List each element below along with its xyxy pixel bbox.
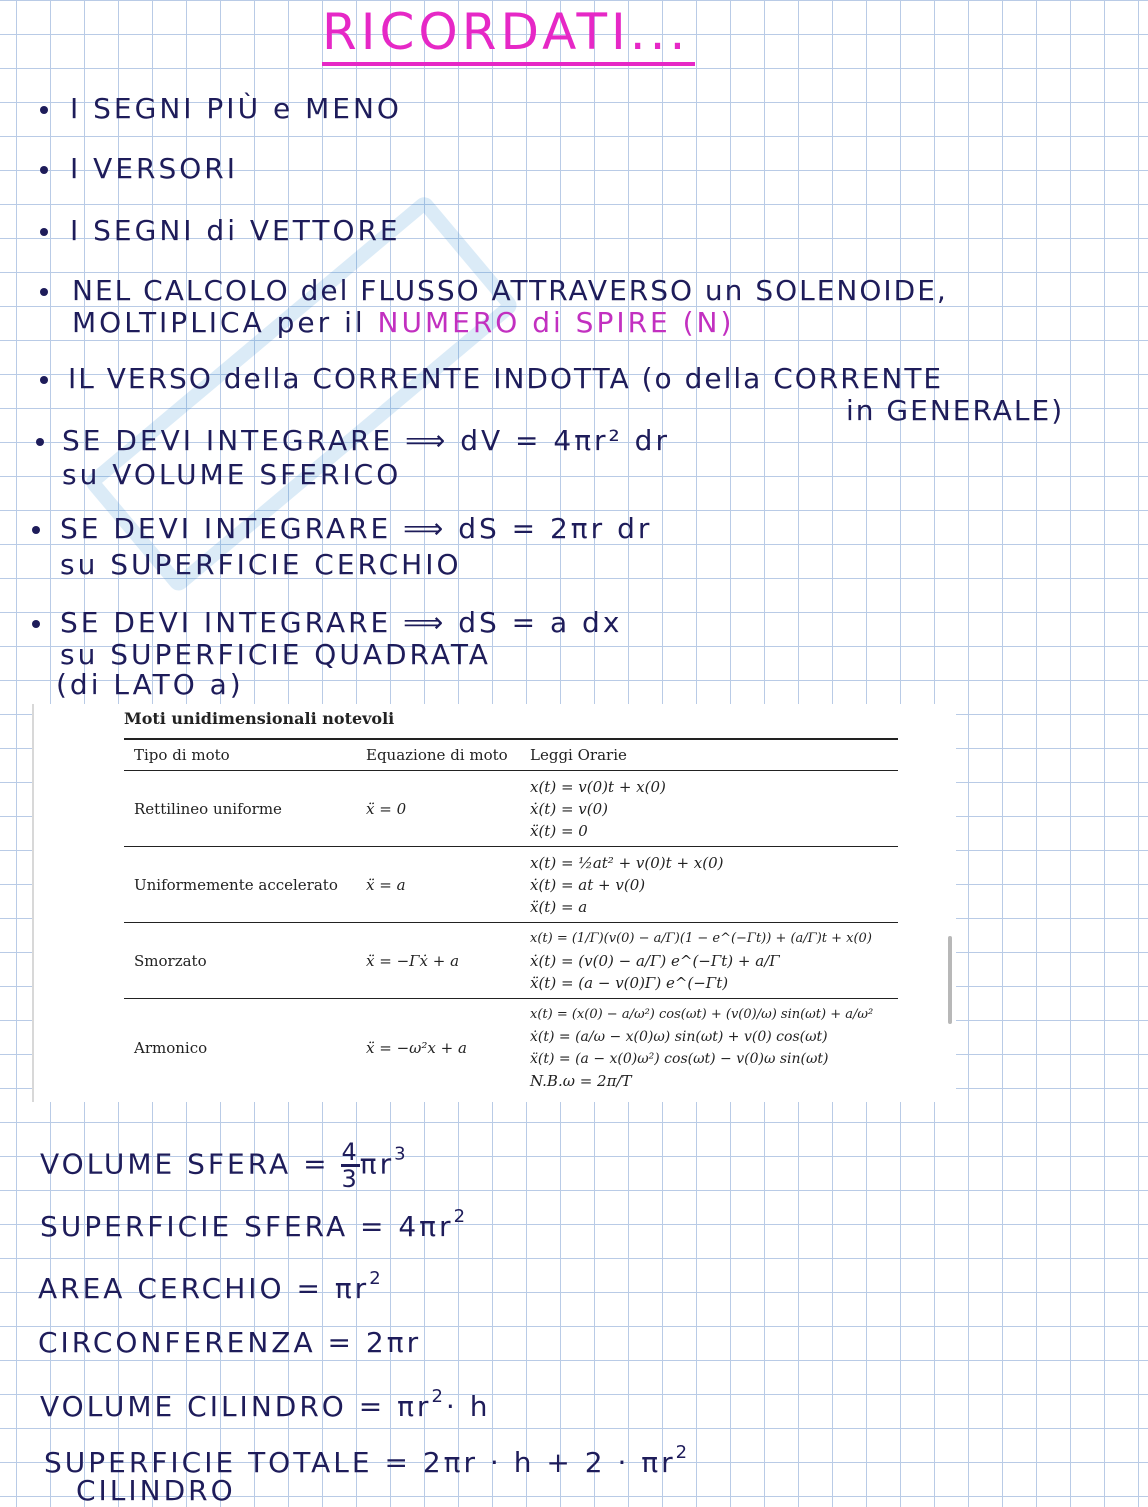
scrollbar-thumb[interactable]	[948, 936, 952, 1024]
formula-text: SUPERFICIE SFERA = 4πr	[40, 1210, 454, 1243]
formula-label: VOLUME SFERA =	[40, 1147, 330, 1181]
formula-volume-sfera	[40, 1140, 409, 1191]
reminder-8: SE DEVI INTEGRARE ⟹ dS = a dx	[60, 606, 623, 639]
motion-laws	[520, 999, 898, 1097]
formula-superficie-sfera	[40, 1206, 468, 1243]
law-line: N.B.ω = 2π/T	[530, 1071, 632, 1090]
motion-table-card	[32, 704, 956, 1102]
law-line: ẍ(t) = a	[530, 897, 588, 916]
motion-laws	[520, 847, 898, 923]
formula-text: AREA CERCHIO = πr	[38, 1272, 370, 1305]
fraction	[341, 1140, 359, 1191]
formula-text: VOLUME CILINDRO = πr	[40, 1390, 432, 1423]
spire-highlight: NUMERO di SPIRE (N)	[377, 306, 735, 339]
bullet-icon	[40, 288, 48, 296]
formula-exponent: 2	[453, 1206, 469, 1227]
column-header: Tipo di moto	[124, 739, 356, 771]
law-line: ẍ(t) = (a − v(0)Γ) e^(−Γt)	[530, 973, 729, 992]
formula-exponent: 2	[431, 1386, 446, 1407]
table-title: Moti unidimensionali notevoli	[124, 709, 395, 728]
bullet-icon	[40, 166, 48, 174]
formula-text: CIRCONFERENZA = 2πr	[38, 1326, 422, 1359]
reminder-3: I SEGNI di VETTORE	[70, 214, 401, 247]
page-title: RICORDATI...	[322, 2, 695, 66]
reminder-6-line2: su VOLUME SFERICO	[62, 458, 402, 491]
formula-superficie-totale-line2: CILINDRO	[76, 1474, 236, 1507]
reminder-4: NEL CALCOLO del FLUSSO ATTRAVERSO un SOLENOIDE,	[72, 274, 948, 307]
bullet-icon	[32, 620, 40, 628]
reminder-4-line2	[72, 306, 734, 340]
law-line: ẍ(t) = (a − x(0)ω²) cos(ωt) − v(0)ω sin(ωt)	[530, 1050, 829, 1067]
motion-laws	[520, 923, 898, 999]
motion-table	[124, 738, 898, 1097]
motion-type: Smorzato	[124, 923, 356, 999]
motion-type: Uniformemente accelerato	[124, 847, 356, 923]
law-line: x(t) = (1/Γ)(v(0) − a/Γ)(1 − e^(−Γt)) + (a/Γ)t + x(0)	[530, 930, 872, 946]
motion-equation: ẍ = a	[356, 847, 520, 923]
reminder-5-line2: in GENERALE)	[846, 394, 1065, 427]
law-line: x(t) = (x(0) − a/ω²) cos(ωt) + (v(0)/ω) sin(ωt) + a/ω²	[530, 1006, 874, 1022]
column-header: Equazione di moto	[356, 739, 520, 771]
reminder-2: I VERSORI	[70, 152, 238, 185]
law-line: ẍ(t) = 0	[530, 821, 588, 840]
reminder-4-line2-start: MOLTIPLICA per il	[72, 306, 378, 339]
reminder-6: SE DEVI INTEGRARE ⟹ dV = 4πr² dr	[62, 424, 670, 457]
reminder-8-line2: su SUPERFICIE QUADRATA	[60, 638, 491, 671]
formula-volume-cilindro	[40, 1386, 490, 1423]
law-line: x(t) = v(0)t + x(0)	[530, 777, 666, 796]
motion-equation: ẍ = 0	[356, 771, 520, 847]
formula-text: SUPERFICIE TOTALE = 2πr · h + 2 · πr	[44, 1446, 676, 1479]
table-row	[124, 771, 898, 847]
formula-exponent: 2	[675, 1442, 691, 1463]
formula-circonferenza	[38, 1326, 421, 1359]
formula-tail: πr	[359, 1147, 395, 1181]
motion-equation: ẍ = −ω²x + a	[366, 1038, 467, 1057]
table-header-row	[124, 739, 898, 771]
law-line: x(t) = ½at² + v(0)t + x(0)	[530, 853, 724, 872]
law-line: ẋ(t) = v(0)	[530, 799, 609, 818]
bullet-icon	[40, 376, 48, 384]
formula-tail: · h	[445, 1390, 491, 1423]
motion-equation: ẍ = −Γẋ + a	[356, 923, 520, 999]
fraction-denominator: 3	[341, 1165, 360, 1193]
reminder-5: IL VERSO della CORRENTE INDOTTA (o della CORRENTE	[68, 362, 944, 395]
reminder-7: SE DEVI INTEGRARE ⟹ dS = 2πr dr	[60, 512, 653, 545]
table-row	[124, 923, 898, 999]
bullet-icon	[32, 526, 40, 534]
law-line: ẋ(t) = (v(0) − a/Γ) e^(−Γt) + a/Γ	[530, 951, 780, 970]
motion-laws	[520, 771, 898, 847]
formula-area-cerchio	[38, 1268, 384, 1305]
formula-exponent: 2	[369, 1268, 384, 1289]
motion-type: Armonico	[134, 1038, 208, 1057]
table-row	[124, 999, 898, 1097]
law-line: ẋ(t) = (a/ω − x(0)ω) sin(ωt) + v(0) cos(ωt)	[530, 1028, 828, 1045]
column-header: Leggi Orarie	[520, 739, 898, 771]
bullet-icon	[40, 228, 48, 236]
motion-type: Rettilineo uniforme	[124, 771, 356, 847]
table-row	[124, 847, 898, 923]
formula-exponent: 3	[394, 1143, 409, 1165]
bullet-icon	[40, 106, 48, 114]
law-line: ẋ(t) = at + v(0)	[530, 875, 646, 894]
reminder-7-line2: su SUPERFICIE CERCHIO	[60, 548, 462, 581]
reminder-1: I SEGNI PIÙ e MENO	[70, 92, 402, 125]
bullet-icon	[36, 438, 44, 446]
fraction-numerator: 4	[341, 1138, 360, 1166]
reminder-8-line3: (di LATO a)	[56, 668, 244, 701]
